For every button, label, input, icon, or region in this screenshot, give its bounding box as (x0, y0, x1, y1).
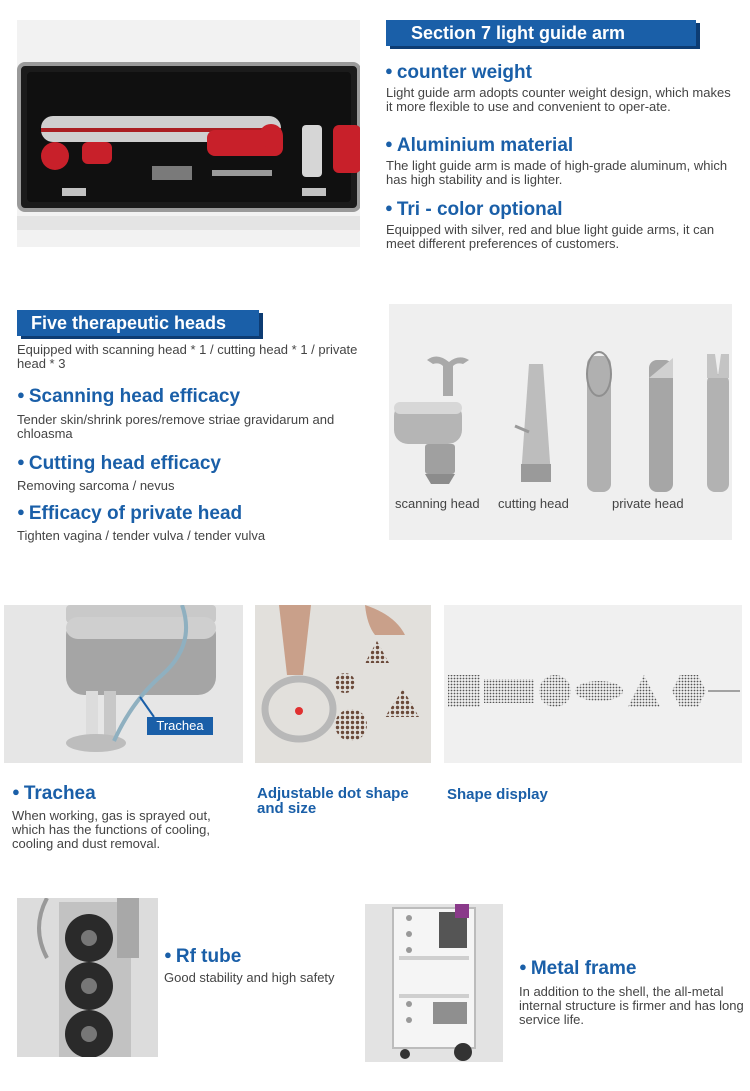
feature-title-private-head: ● Efficacy of private head (17, 503, 243, 524)
bullet-icon: ● (385, 136, 393, 151)
shape-display-photo (444, 605, 742, 763)
feature-title-rf-tube: ● Rf tube (164, 946, 242, 967)
therapeutic-heads-photo (389, 304, 732, 540)
feature-title-adjustable-dot: Adjustable dot shape and size (257, 785, 409, 817)
section-banner-therapeutic-heads: Five therapeutic heads (17, 310, 259, 336)
caption-scanning-head: scanning head (395, 496, 480, 511)
bullet-icon: ● (385, 200, 393, 215)
bullet-icon: ● (519, 959, 527, 974)
trachea-photo (4, 605, 243, 763)
feature-title-tri-color-optional: ● Tri - color optional (385, 199, 563, 220)
feature-title-aluminium-material: ● Aluminium material (385, 135, 574, 156)
feature-text-tri-color-optional: Equipped with silver, red and blue light guide arms, it can meet different preferences of customers. (386, 222, 715, 251)
feature-text-cutting-head: Removing sarcoma / nevus (17, 478, 175, 493)
metal-frame-photo (365, 904, 503, 1062)
caption-cutting-head: cutting head (498, 496, 569, 511)
bullet-icon: ● (17, 454, 25, 469)
feature-title-scanning-head: ● Scanning head efficacy (17, 386, 241, 407)
therapeutic-heads-intro: Equipped with scanning head * 1 / cutting head * 1 / private head * 3 (17, 342, 358, 371)
feature-title-cutting-head: ● Cutting head efficacy (17, 453, 222, 474)
caption-private-head: private head (612, 496, 684, 511)
adjustable-dot-photo (255, 605, 431, 763)
feature-text-trachea: When working, gas is sprayed out, which has the functions of cooling, cooling and dust removal. (12, 808, 211, 851)
feature-title-metal-frame: ● Metal frame (519, 958, 637, 979)
trachea-label: Trachea (147, 717, 213, 735)
feature-text-aluminium-material: The light guide arm is made of high-grade aluminum, which has high stability and is lighter. (386, 158, 728, 187)
bullet-icon: ● (17, 504, 25, 519)
feature-text-counter-weight: Light guide arm adopts counter weight design, which makes it more flexible to use and convenient to oper-ate. (386, 85, 731, 114)
light-guide-arm-case-photo (17, 20, 360, 247)
feature-text-private-head: Tighten vagina / tender vulva / tender vulva (17, 528, 266, 543)
bullet-icon: ● (164, 947, 172, 962)
rf-tube-photo (17, 898, 158, 1057)
feature-text-metal-frame: In addition to the shell, the all-metal internal structure is firmer and has long service life. (519, 984, 744, 1027)
feature-title-trachea: ● Trachea (12, 783, 96, 804)
bullet-icon: ● (17, 387, 25, 402)
feature-title-shape-display: Shape display (447, 786, 548, 803)
bullet-icon: ● (12, 784, 20, 799)
section-banner-light-guide-arm: Section 7 light guide arm (386, 20, 696, 46)
feature-title-counter-weight: ● counter weight (385, 62, 532, 83)
feature-text-rf-tube: Good stability and high safety (164, 970, 335, 985)
feature-text-scanning-head: Tender skin/shrink pores/remove striae gravidarum and chloasma (17, 412, 335, 441)
bullet-icon: ● (385, 63, 393, 78)
